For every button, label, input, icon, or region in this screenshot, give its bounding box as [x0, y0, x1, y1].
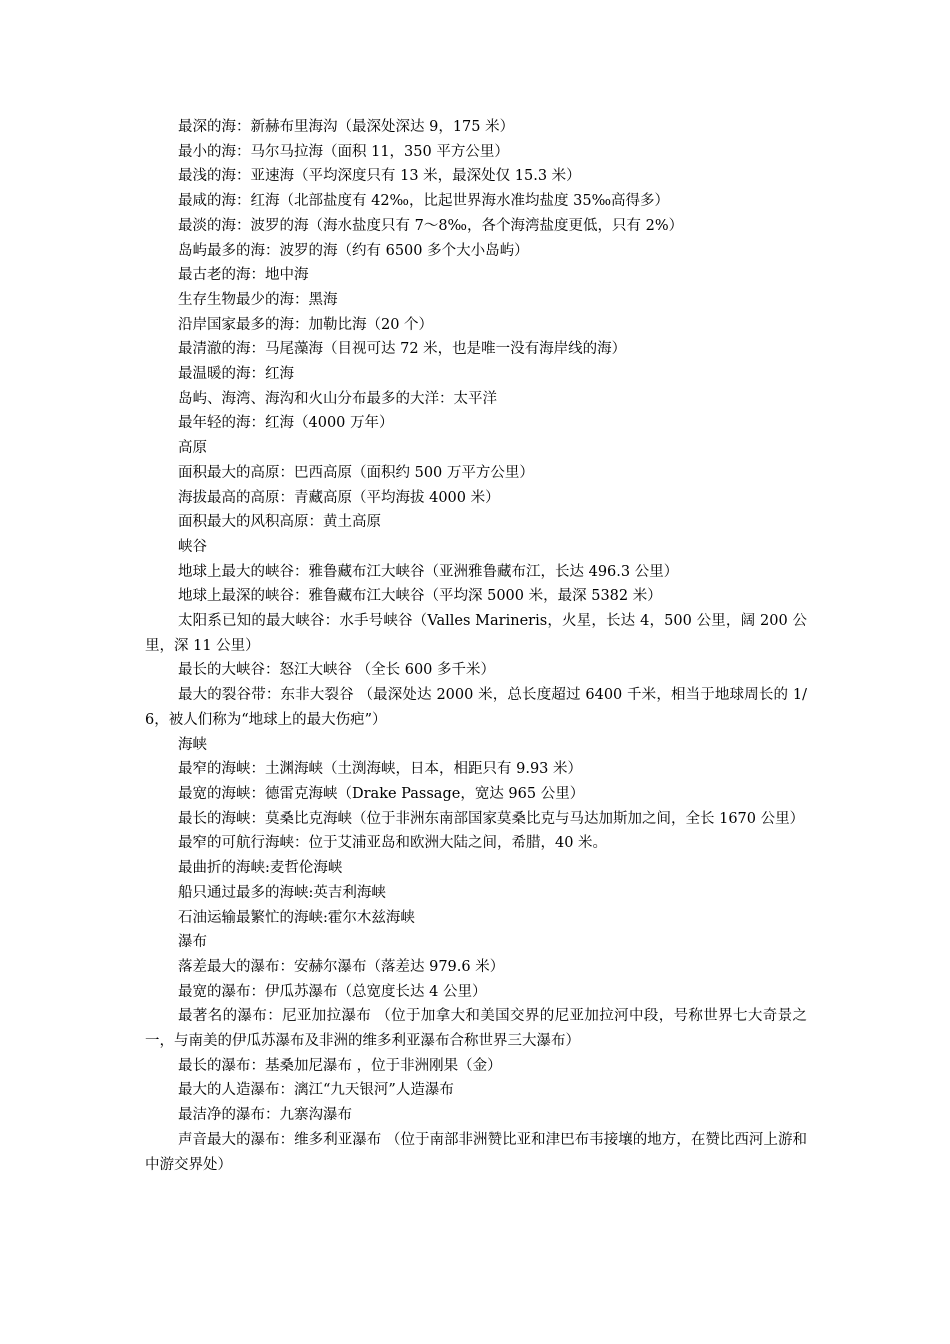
- paragraph: 地球上最深的峡谷：雅鲁藏布江大峡谷（平均深 5000 米，最深 5382 米）: [178, 588, 662, 605]
- paragraph: 落差最大的瀑布：安赫尔瀑布（落差达 979.6 米）: [178, 958, 505, 975]
- paragraph: 声音最大的瀑布：维多利亚瀑布 （位于南部非洲赞比亚和津巴布韦接壤的地方，在赞比西河上游和中游交界处）: [145, 1131, 807, 1173]
- paragraph: 面积最大的高原：巴西高原（面积约 500 万平方公里）: [178, 464, 534, 481]
- paragraph: 最深的海：新赫布里海沟（最深处深达 9，175 米）: [178, 119, 515, 135]
- document-body: [145, 115, 807, 1177]
- paragraph: 最清澈的海：马尾藻海（目视可达 72 米，也是唯一没有海岸线的海）: [178, 341, 627, 358]
- paragraph: 最窄的海峡：土渊海峡（土渕海峡，日本，相距只有 9.93 米）: [178, 761, 583, 778]
- paragraph: 最年轻的海：红海（4000 万年）: [178, 415, 394, 432]
- paragraph: 沿岸国家最多的海：加勒比海（20 个）: [178, 316, 434, 333]
- paragraph: 岛屿最多的海：波罗的海（约有 6500 多个大小岛屿）: [178, 242, 529, 259]
- paragraph: 最淡的海：波罗的海（海水盐度只有 7～8‰，各个海湾盐度更低，只有 2%）: [178, 217, 684, 234]
- paragraph: 最古老的海：地中海: [178, 267, 309, 284]
- paragraph: 最长的海峡：莫桑比克海峡（位于非洲东南部国家莫桑比克与马达加斯加之间，全长 1670 公里）: [178, 810, 805, 827]
- paragraph: 生存生物最少的海：黑海: [178, 291, 338, 308]
- paragraph: 最洁净的瀑布：九寨沟瀑布: [178, 1107, 352, 1124]
- paragraph: 最宽的瀑布：伊瓜苏瀑布（总宽度长达 4 公里）: [178, 983, 487, 1000]
- paragraph: 最宽的海峡：德雷克海峡（Drake Passage，宽达 965 公里）: [178, 785, 585, 802]
- paragraph: 岛屿、海湾、海沟和火山分布最多的大洋：太平洋: [178, 390, 497, 407]
- section-heading: 高原: [178, 440, 207, 457]
- paragraph: 最著名的瀑布：尼亚加拉瀑布 （位于加拿大和美国交界的尼亚加拉河中段，号称世界七大奇景之一，与南美的伊瓜苏瀑布及非洲的维多利亚瀑布合称世界三大瀑布）: [145, 1008, 807, 1050]
- paragraph: 最曲折的海峡:麦哲伦海峡: [178, 860, 343, 877]
- paragraph: 最大的人造瀑布：漓江“九天银河”人造瀑布: [178, 1082, 454, 1099]
- paragraph: 太阳系已知的最大峡谷：水手号峡谷（Valles Marineris，火星，长达 4，500 公里，阔 200 公里，深 11 公里）: [145, 613, 807, 654]
- paragraph: 船只通过最多的海峡:英吉利海峡: [178, 884, 386, 901]
- paragraph: 最窄的可航行海峡：位于艾浦亚岛和欧洲大陆之间，希腊，40 米。: [178, 835, 608, 852]
- section-heading: 峡谷: [178, 538, 207, 555]
- section-heading: 海峡: [178, 736, 207, 753]
- paragraph: 面积最大的风积高原：黄土高原: [178, 514, 381, 531]
- paragraph: 海拔最高的高原：青藏高原（平均海拔 4000 米）: [178, 489, 500, 506]
- paragraph: 最大的裂谷带：东非大裂谷 （最深处达 2000 米，总长度超过 6400 千米，相当于地球周长的 1/6，被人们称为“地球上的最大伤疤”）: [145, 687, 807, 728]
- paragraph: 最长的瀑布：基桑加尼瀑布 ，位于非洲刚果（金）: [178, 1057, 502, 1074]
- paragraph: 石油运输最繁忙的海峡:霍尔木兹海峡: [178, 909, 415, 926]
- paragraph: 最温暖的海：红海: [178, 366, 294, 383]
- paragraph: 最浅的海：亚速海（平均深度只有 13 米，最深处仅 15.3 米）: [178, 168, 581, 185]
- paragraph: 最长的大峡谷：怒江大峡谷 （全长 600 多千米）: [178, 662, 496, 679]
- paragraph: 最小的海：马尔马拉海（面积 11，350 平方公里）: [178, 143, 509, 160]
- paragraph: 最咸的海：红海（北部盐度有 42‰，比起世界海水准均盐度 35‰高得多）: [178, 193, 670, 210]
- section-heading: 瀑布: [178, 934, 207, 951]
- paragraph: 地球上最大的峡谷：雅鲁藏布江大峡谷（亚洲雅鲁藏布江，长达 496.3 公里）: [178, 563, 679, 580]
